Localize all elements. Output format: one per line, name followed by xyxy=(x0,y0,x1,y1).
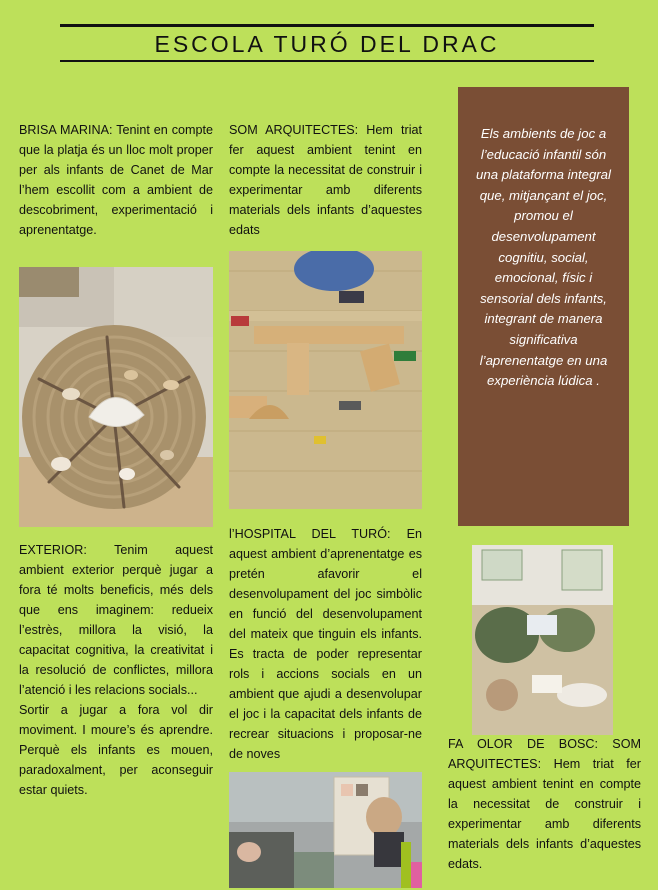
page-title: ESCOLA TURÓ DEL DRAC xyxy=(154,31,500,57)
shells-on-mat-photo xyxy=(19,267,213,527)
forest-herbs-photo xyxy=(472,545,613,735)
fa-olor-de-bosc-text: FA OLOR DE BOSC: SOM ARQUITECTES: Hem triat fer aquest ambient tenint en compte la necessitat de construir i experimentar amb diferents materials dels infants d’aquestes edats. xyxy=(448,737,641,871)
quote-box xyxy=(458,87,629,526)
som-arquitectes-text: SOM ARQUITECTES: Hem triat fer aquest ambient tenint en compte la necessitat de construir i experimentar amb diferents materials dels infants d’aquestes edats xyxy=(229,123,422,237)
exterior-text-1: EXTERIOR: Tenim aquest ambient exterior perquè jugar a fora té molts beneficis, més dels que ens imaginem: redueix l’estrès, millora la visió, la capacitat cognitiva, la creativitat i la resolució de conflictes, millora l’atenció i les relacions socials... xyxy=(19,543,213,697)
brisa-marina-section xyxy=(19,120,213,240)
hospital-text: l’HOSPITAL DEL TURÓ: En aquest ambient d’aprenentatge es pretén afavorir el desenvolupament del joc simbòlic en funció del desenvolupament del mateix que tinguin els infants. Es tracta de poder representar rols i accions socials en un ambient que ajudi a desenvolupar el joc i la capacitat dels infants de recrear situacions i proposar-ne de noves xyxy=(229,527,422,761)
wooden-blocks-photo xyxy=(229,251,422,509)
hospital-play-photo xyxy=(229,772,422,888)
hospital-section xyxy=(229,524,422,764)
exterior-section xyxy=(19,540,213,800)
header-bottom-rule xyxy=(60,60,594,62)
header-top-rule xyxy=(60,24,594,27)
exterior-text-2: Sortir a jugar a fora vol dir moviment. I moure’s és aprendre. Perquè els infants es mouen, paradoxalment, per aconseguir estar quiets. xyxy=(19,703,213,797)
quote-text: Els ambients de joc a l’educació infantil són una plataforma integral que, mitjançant el joc, promou el desenvolupament cognitiu, social, emocional, físic i sensorial dels infants, integrant de manera significativa l’aprenentatge en una experiència lúdica . xyxy=(476,126,611,389)
som-arquitectes-section xyxy=(229,120,422,240)
fa-olor-de-bosc-section xyxy=(448,734,641,874)
brisa-marina-text: BRISA MARINA: Tenint en compte que la platja és un lloc molt proper per als infants de Canet de Mar l’hem escollit com a ambient de descobriment, experimentació i aprenentatge. xyxy=(19,123,213,237)
